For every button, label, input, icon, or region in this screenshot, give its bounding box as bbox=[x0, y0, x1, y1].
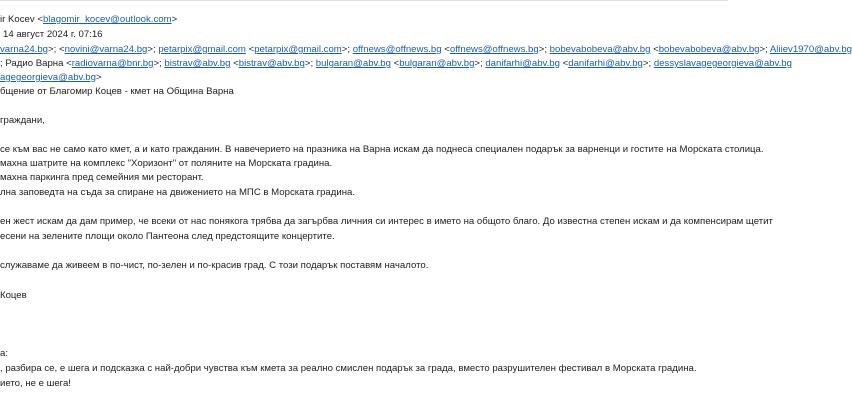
body-item-1: махна шатрите на комплекс "Хоризонт" от поляните на Морската градина. bbox=[0, 158, 333, 169]
recipient-separator: < bbox=[245, 44, 255, 55]
recipient-email-link[interactable]: bistrav@abv.bg bbox=[238, 58, 305, 69]
recipient-email-link[interactable]: danifarhi@abv.bg bbox=[485, 58, 560, 69]
header-top-border bbox=[0, 0, 728, 11]
recipient-email-link[interactable]: dessyslavagegeorgieva@abv.bg bbox=[653, 58, 792, 69]
recipient-separator: >; bbox=[304, 58, 316, 69]
recipient-separator: >; bbox=[147, 44, 159, 55]
body-item-3: лна заповедта на съда за спиране на движението на МПС в Морската градина. bbox=[0, 187, 355, 198]
to-line-1 bbox=[0, 43, 852, 56]
recipient-email-link[interactable]: bobevabobeva@abv.bg bbox=[658, 44, 760, 55]
recipient-separator: >; bbox=[474, 58, 486, 69]
body-paragraph-1: се към вас не само като кмет, а и като гражданин. В навечерието на празника на Варна искам да поднеса специален подарък за варненци и гостите на Морската столица. bbox=[0, 144, 764, 155]
recipient-separator: ; Радио Варна < bbox=[0, 58, 72, 69]
quote-line-1: , разбира се, е шега и подсказка с най-добри чувства към кмета за реално смислен подарък за града, вместо разрушителен фестивал в Морската градина. bbox=[0, 363, 697, 374]
recipient-email-link[interactable]: varna24.bg bbox=[0, 44, 49, 55]
sent-line bbox=[3, 28, 103, 41]
recipient-separator: >; bbox=[538, 44, 550, 55]
recipient-email-link[interactable]: novini@varna24.bg bbox=[64, 44, 148, 55]
recipient-separator: < bbox=[441, 44, 450, 55]
recipient-separator: < bbox=[390, 58, 400, 69]
recipient-email-link[interactable]: bulgaran@abv.bg bbox=[315, 58, 391, 69]
recipient-email-link[interactable]: danifarhi@abv.bg bbox=[568, 58, 643, 69]
recipient-email-link[interactable]: offnews@offnews.bg bbox=[352, 44, 442, 55]
recipient-separator: >; bbox=[642, 58, 654, 69]
from-line bbox=[0, 13, 177, 26]
recipient-separator: >; bbox=[153, 58, 165, 69]
recipient-email-link[interactable]: petarpix@gmail.com bbox=[254, 44, 342, 55]
to-line-2 bbox=[0, 57, 792, 70]
body-paragraph-2b: есени на зелените площи около Пантеона след предстоящите концертите. bbox=[0, 231, 335, 242]
body-paragraph-3: служаваме да живеем в по-чист, по-зелен и по-красив град. С този подарък поставям началото. bbox=[0, 260, 429, 271]
from-suffix: > bbox=[171, 14, 178, 25]
body-item-2: махна паркинга пред семейния ми ресторант. bbox=[0, 172, 204, 183]
body-paragraph-2a: ен жест искам да дам пример, че всеки от нас понякога трябва да загърбва личния си интерес в името на общото благо. До известна степен искам и да компенсирам щетит bbox=[0, 216, 773, 227]
recipient-email-link[interactable]: agegeorgieva@abv.bg bbox=[0, 72, 96, 83]
recipient-email-link[interactable]: bistrav@abv.bg bbox=[164, 58, 231, 69]
sent-date: 14 август 2024 г. 07:16 bbox=[3, 29, 103, 40]
recipient-separator: < bbox=[650, 44, 659, 55]
recipient-separator: >; bbox=[759, 44, 770, 55]
recipient-email-link[interactable]: Aliiev1970@abv.bg bbox=[769, 44, 852, 55]
recipient-email-link[interactable]: offnews@offnews.bg bbox=[449, 44, 539, 55]
recipient-separator: < bbox=[559, 58, 569, 69]
subject-text: бщение от Благомир Коцев - кмет на Община Варна bbox=[0, 86, 234, 97]
to-line-3: agegeorgieva@abv.bg> bbox=[0, 72, 102, 83]
signature: Коцев bbox=[0, 290, 27, 301]
quote-label: a: bbox=[0, 348, 9, 359]
from-prefix: ir Kocev < bbox=[0, 14, 43, 25]
recipient-email-link[interactable]: bobevabobeva@abv.bg bbox=[549, 44, 651, 55]
recipient-separator: >; bbox=[341, 44, 353, 55]
recipient-email-link[interactable]: radiovarna@bnr.bg bbox=[71, 58, 154, 69]
recipient-separator: < bbox=[230, 58, 239, 69]
subject-line bbox=[0, 85, 234, 98]
greeting: граждани, bbox=[0, 115, 45, 126]
recipient-separator: >; < bbox=[48, 44, 65, 55]
from-email-link[interactable]: blagomir_kocev@outlook.com bbox=[42, 14, 172, 25]
quote-line-2: ието, не е шега! bbox=[0, 378, 71, 389]
recipient-email-link[interactable]: petarpix@gmail.com bbox=[158, 44, 246, 55]
recipient-email-link[interactable]: bulgaran@abv.bg bbox=[399, 58, 475, 69]
